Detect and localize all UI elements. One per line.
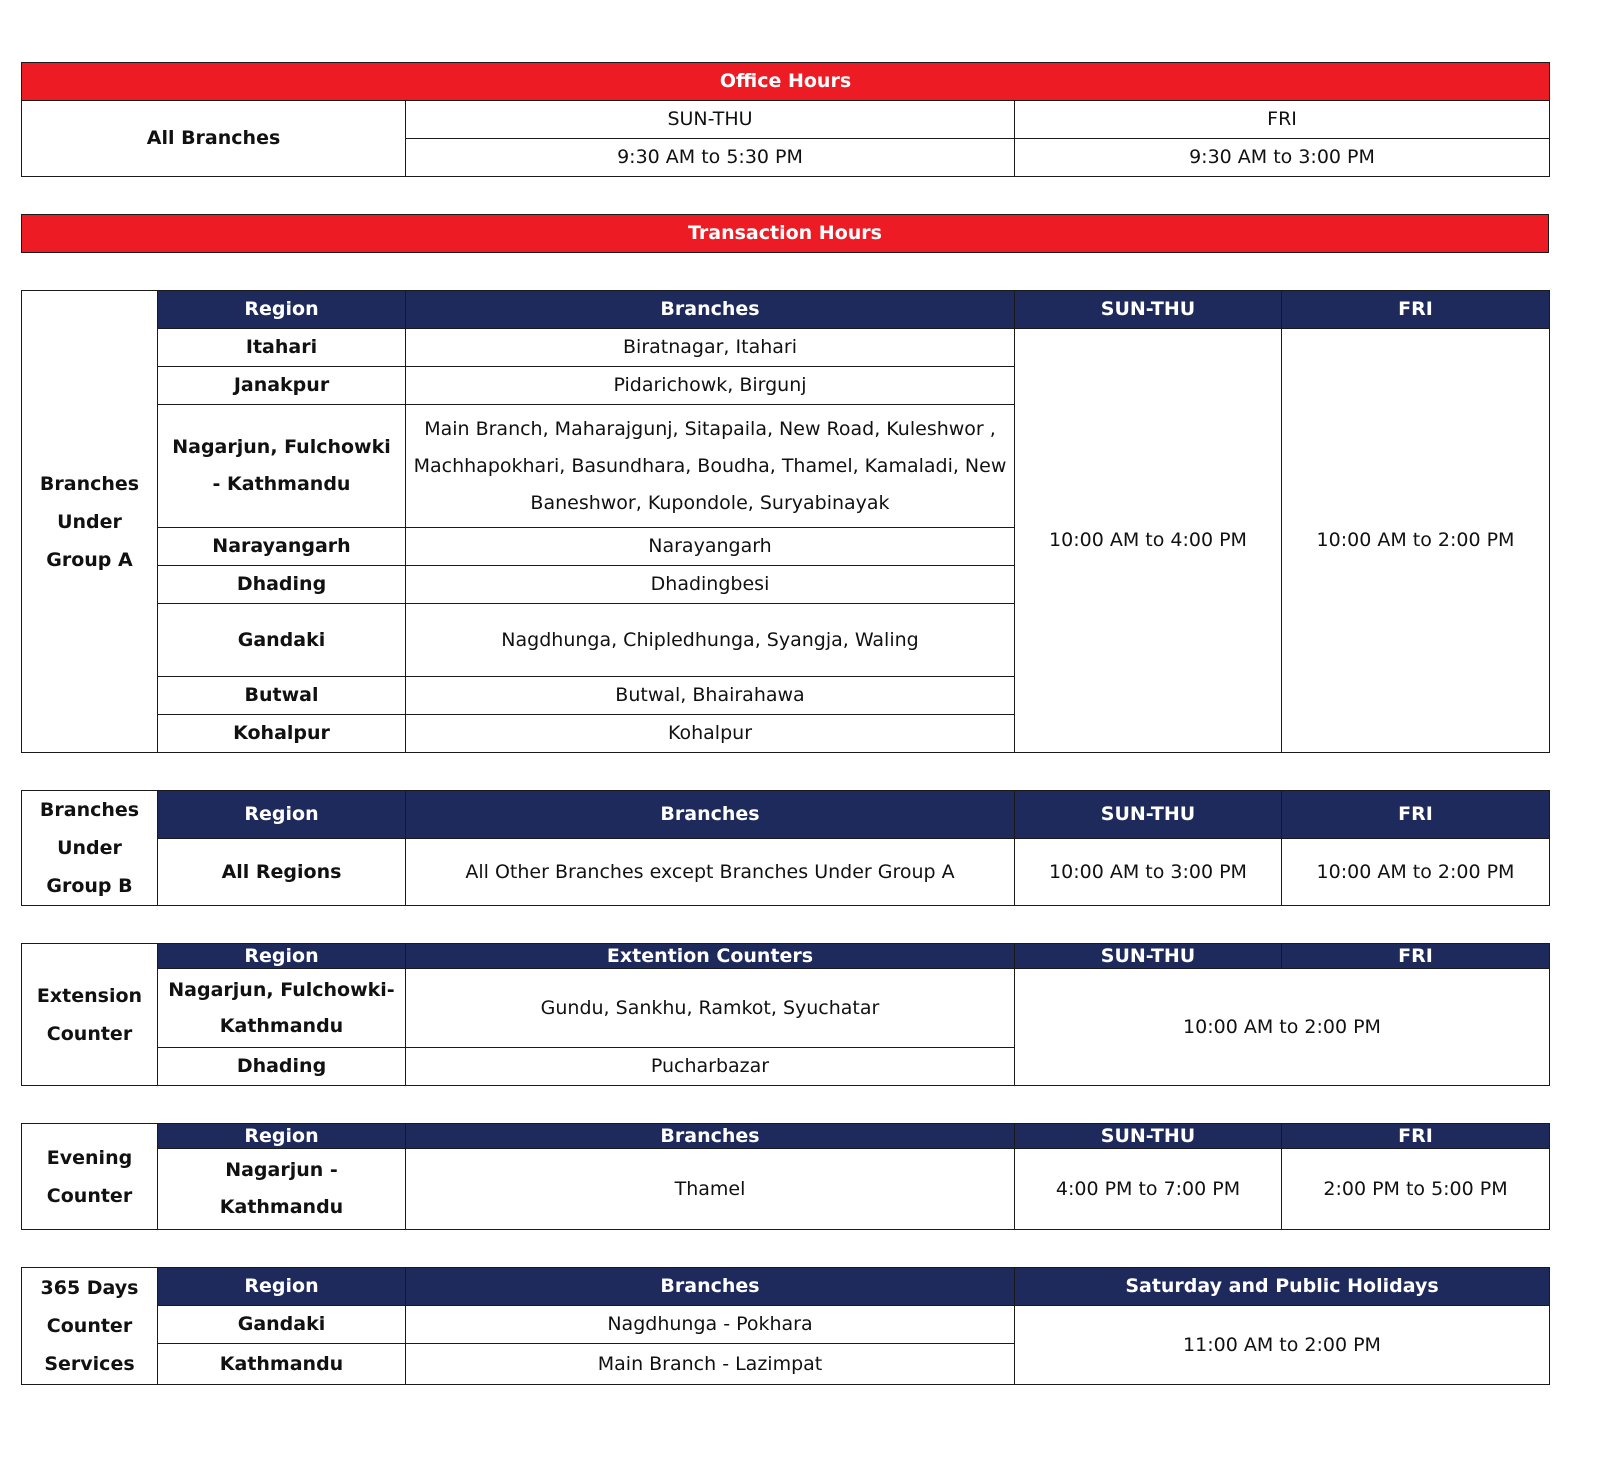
spacer: [21, 753, 1549, 790]
counter-365-branches: Main Branch - Lazimpat: [406, 1344, 1015, 1385]
evening-fri-hours: 2:00 PM to 5:00 PM: [1282, 1149, 1550, 1230]
office-fri-label: FRI: [1015, 101, 1550, 139]
evening-label: Evening Counter: [22, 1124, 158, 1230]
office-hours-table: [21, 62, 1550, 177]
evening-header-fri: FRI: [1282, 1124, 1550, 1149]
extension-branches: Gundu, Sankhu, Ramkot, Syuchatar: [406, 969, 1015, 1048]
group-b-branches: All Other Branches except Branches Under Group A: [406, 839, 1015, 906]
extension-header-branches: Extention Counters: [406, 944, 1015, 969]
group-a-header-region: Region: [158, 291, 406, 329]
extension-header-sun-thu: SUN-THU: [1015, 944, 1282, 969]
spacer: [21, 906, 1549, 943]
group-a-branches: Main Branch, Maharajgunj, Sitapaila, New Road, Kuleshwor , Machhapokhari, Basundhara, Boudha, Thamel, Kamaladi, New Baneshwor, Kupondole, Suryabinayak: [406, 405, 1015, 528]
evening-header-sun-thu: SUN-THU: [1015, 1124, 1282, 1149]
group-a-header-fri: FRI: [1282, 291, 1550, 329]
counter-365-table: [21, 1267, 1550, 1385]
group-b-header-region: Region: [158, 791, 406, 839]
counter-365-label: 365 Days Counter Services: [22, 1268, 158, 1385]
extension-branches: Pucharbazar: [406, 1048, 1015, 1086]
counter-365-header-branches: Branches: [406, 1268, 1015, 1306]
extension-hours: 10:00 AM to 2:00 PM: [1015, 969, 1550, 1086]
group-a-branches: Kohalpur: [406, 715, 1015, 753]
office-sun-thu-label: SUN-THU: [406, 101, 1015, 139]
evening-counter-table: [21, 1123, 1550, 1230]
group-b-header-sun-thu: SUN-THU: [1015, 791, 1282, 839]
group-a-region: Narayangarh: [158, 528, 406, 566]
group-a-branches: Biratnagar, Itahari: [406, 329, 1015, 367]
evening-region: Nagarjun - Kathmandu: [158, 1149, 406, 1230]
group-a-branches: Pidarichowk, Birgunj: [406, 367, 1015, 405]
group-a-region: Gandaki: [158, 604, 406, 677]
transaction-hours-title: Transaction Hours: [22, 215, 1549, 253]
extension-counter-table: [21, 943, 1550, 1086]
group-a-region: Nagarjun, Fulchowki - Kathmandu: [158, 405, 406, 528]
spacer: [21, 1086, 1549, 1123]
group-a-label: Branches Under Group A: [22, 291, 158, 753]
extension-label: Extension Counter: [22, 944, 158, 1086]
group-a-fri-hours: 10:00 AM to 2:00 PM: [1282, 329, 1550, 753]
evening-header-branches: Branches: [406, 1124, 1015, 1149]
evening-sun-thu-hours: 4:00 PM to 7:00 PM: [1015, 1149, 1282, 1230]
office-scope: All Branches: [22, 101, 406, 177]
group-a-header-sun-thu: SUN-THU: [1015, 291, 1282, 329]
group-a-region: Kohalpur: [158, 715, 406, 753]
spacer: [21, 177, 1549, 214]
evening-header-region: Region: [158, 1124, 406, 1149]
counter-365-region: Kathmandu: [158, 1344, 406, 1385]
extension-region: Dhading: [158, 1048, 406, 1086]
counter-365-hours: 11:00 AM to 2:00 PM: [1015, 1306, 1550, 1385]
counter-365-header-region: Region: [158, 1268, 406, 1306]
group-b-table: [21, 790, 1550, 906]
group-a-table: [21, 290, 1550, 753]
group-a-region: Janakpur: [158, 367, 406, 405]
group-a-branches: Nagdhunga, Chipledhunga, Syangja, Waling: [406, 604, 1015, 677]
group-b-sun-thu-hours: 10:00 AM to 3:00 PM: [1015, 839, 1282, 906]
evening-branches: Thamel: [406, 1149, 1015, 1230]
spacer: [21, 1230, 1549, 1267]
group-b-header-fri: FRI: [1282, 791, 1550, 839]
extension-header-fri: FRI: [1282, 944, 1550, 969]
group-a-region: Butwal: [158, 677, 406, 715]
extension-header-region: Region: [158, 944, 406, 969]
group-a-branches: Narayangarh: [406, 528, 1015, 566]
group-a-branches: Dhadingbesi: [406, 566, 1015, 604]
group-a-sun-thu-hours: 10:00 AM to 4:00 PM: [1015, 329, 1282, 753]
group-a-region: Itahari: [158, 329, 406, 367]
office-fri-hours: 9:30 AM to 3:00 PM: [1015, 139, 1550, 177]
group-a-header-branches: Branches: [406, 291, 1015, 329]
spacer: [21, 253, 1549, 290]
group-a-branches: Butwal, Bhairahawa: [406, 677, 1015, 715]
group-b-region: All Regions: [158, 839, 406, 906]
counter-365-region: Gandaki: [158, 1306, 406, 1344]
group-b-fri-hours: 10:00 AM to 2:00 PM: [1282, 839, 1550, 906]
group-b-label: Branches Under Group B: [22, 791, 158, 906]
office-hours-title: Office Hours: [22, 63, 1550, 101]
group-b-header-branches: Branches: [406, 791, 1015, 839]
office-sun-thu-hours: 9:30 AM to 5:30 PM: [406, 139, 1015, 177]
counter-365-header-holidays: Saturday and Public Holidays: [1015, 1268, 1550, 1306]
hours-document: [21, 62, 1549, 1385]
counter-365-branches: Nagdhunga - Pokhara: [406, 1306, 1015, 1344]
group-a-region: Dhading: [158, 566, 406, 604]
extension-region: Nagarjun, Fulchowki- Kathmandu: [158, 969, 406, 1048]
transaction-hours-banner: [21, 214, 1549, 253]
